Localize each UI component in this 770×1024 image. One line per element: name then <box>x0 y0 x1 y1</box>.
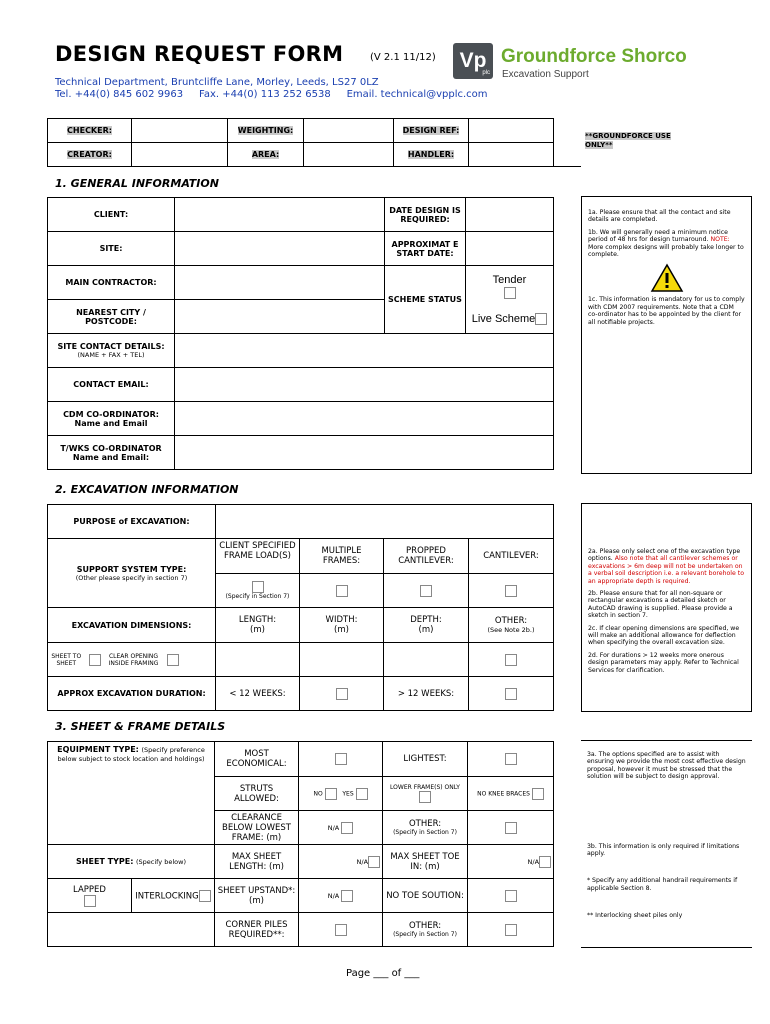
blank-cell <box>48 913 215 947</box>
lightest-cell <box>468 742 554 777</box>
area-field[interactable] <box>304 143 394 167</box>
handler-field[interactable] <box>469 143 554 167</box>
section-1-notes <box>581 196 752 474</box>
section-1-heading: 1. GENERAL INFORMATION <box>55 177 219 190</box>
nearest-city-label: NEAREST CITY / POSTCODE: <box>48 300 175 334</box>
duration-label: APPROX EXCAVATION DURATION: <box>48 677 216 711</box>
brand-subtitle: Excavation Support <box>502 69 589 80</box>
lt12-checkbox[interactable] <box>336 688 348 700</box>
other-equip-cell <box>468 811 554 845</box>
clear-opening-checkbox[interactable] <box>167 654 179 666</box>
other-equip-label: OTHER: (Specify in Section 7) <box>383 811 468 845</box>
weighting-label: WEIGHTING: <box>228 119 304 143</box>
tender-checkbox[interactable] <box>504 287 516 299</box>
multiple-frames-label: MULTIPLE FRAMES: <box>300 539 384 574</box>
upstand-na-checkbox[interactable] <box>341 890 353 902</box>
max-toe-label: MAX SHEET TOE IN: (m) <box>383 845 468 879</box>
design-ref-label: DESIGN REF: <box>394 119 469 143</box>
site-label: SITE: <box>48 232 175 266</box>
multiple-frames-cell <box>300 574 384 608</box>
support-type-label: SUPPORT SYSTEM TYPE: (Other please specify in section 7) <box>48 539 216 608</box>
length-label: LENGTH: (m) <box>216 608 300 643</box>
purpose-field[interactable] <box>216 505 554 539</box>
interlocking-cell: INTERLOCKING <box>132 879 215 913</box>
vp-logo <box>453 43 493 79</box>
checker-field[interactable] <box>132 119 228 143</box>
site-contact-field[interactable] <box>175 334 554 368</box>
creator-field[interactable] <box>132 143 228 167</box>
tender-label: Tender <box>492 274 527 287</box>
sheet-to-sheet-cell <box>85 643 105 677</box>
lightest-label: LIGHTEST: <box>383 742 468 777</box>
contact-line: Tel. +44(0) 845 602 9963 Fax. +44(0) 113 252 6538 Email. technical@vpplc.com <box>55 89 488 100</box>
width-label: WIDTH: (m) <box>300 608 384 643</box>
sheet-frame-table <box>47 741 554 947</box>
sheet-to-sheet-label: SHEET TO SHEET <box>48 643 85 677</box>
checker-label: CHECKER: <box>48 119 132 143</box>
other-dim-cell <box>469 643 554 677</box>
no-toe-label: NO TOE SOUTION: <box>383 879 468 913</box>
gt12-checkbox[interactable] <box>505 688 517 700</box>
struts-yes-checkbox[interactable] <box>356 788 368 800</box>
section-3-heading: 3. SHEET & FRAME DETAILS <box>55 720 226 733</box>
other-label: OTHER: (See Note 2b.) <box>469 608 554 643</box>
general-info-table <box>47 197 554 470</box>
note-1a: 1a. Please ensure that all the contact and site details are completed. <box>588 209 731 224</box>
propped-cell <box>384 574 469 608</box>
clear-opening-label: CLEAR OPENING INSIDE FRAMING <box>105 643 163 677</box>
upstand-label: SHEET UPSTAND*: (m) <box>215 879 299 913</box>
scheme-status-options <box>466 266 554 334</box>
most-economical-label: MOST ECONOMICAL: <box>215 742 299 777</box>
client-field[interactable] <box>175 198 385 232</box>
cdm-label: CDM CO-ORDINATOR: Name and Email <box>48 402 175 436</box>
purpose-label: PURPOSE of EXCAVATION: <box>48 505 216 539</box>
note-2c: 2c. If clear opening dimensions are specified, we will make an additional allowance for deflection when specifying the overall excavation size. <box>588 624 740 647</box>
struts-label: STRUTS ALLOWED: <box>215 777 299 811</box>
most-economical-checkbox[interactable] <box>335 753 347 765</box>
propped-cantilever-checkbox[interactable] <box>420 585 432 597</box>
max-length-na-checkbox[interactable] <box>368 856 380 868</box>
other-sheet-label: OTHER: (Specify in Section 7) <box>383 913 468 947</box>
date-required-label: DATE DESIGN IS REQUIRED: <box>385 198 466 232</box>
contact-block <box>55 77 488 101</box>
note-2b: 2b. Please ensure that for all non-square or rectangular excavations a detailed sketch or AutoCAD drawing is supplied. Please provide a sketch in section 7. <box>588 590 733 620</box>
approx-start-field[interactable] <box>466 232 554 266</box>
no-toe-checkbox[interactable] <box>505 890 517 902</box>
other-sheet-checkbox[interactable] <box>505 924 517 936</box>
note-3b: 3b. This information is only required if limitations apply. <box>587 842 740 858</box>
upstand-cell: N/A <box>299 879 383 913</box>
max-length-label: MAX SHEET LENGTH: (m) <box>215 845 299 879</box>
approx-start-label: APPROXIMAT E START DATE: <box>385 232 466 266</box>
vp-logo-text: Vp <box>459 49 487 72</box>
clearance-na-checkbox[interactable] <box>341 822 353 834</box>
note-3a: 3a. The options specified are to assist with ensuring we provide the most cost effective design proposal, however it must be stressed that the solution will be subject to design approval. <box>587 751 746 781</box>
brand-name: Groundforce Shorco <box>501 46 687 67</box>
lapped-cell: LAPPED <box>48 879 132 913</box>
max-toe-cell: N/A <box>468 845 554 879</box>
nearest-city-field[interactable] <box>175 300 385 334</box>
weighting-field[interactable] <box>304 119 394 143</box>
cantilever-checkbox[interactable] <box>505 585 517 597</box>
client-label: CLIENT: <box>48 198 175 232</box>
note-star: * Specify any additional handrail requirements if applicable Section 8. <box>587 877 738 892</box>
client-frame-cell: (Specify in Section 7) <box>216 574 300 608</box>
sheet-to-sheet-checkbox[interactable] <box>89 654 101 666</box>
gt12-cell <box>469 677 554 711</box>
length-field[interactable] <box>216 643 300 677</box>
width-field[interactable] <box>300 643 384 677</box>
no-knee-cell: NO KNEE BRACES <box>468 777 554 811</box>
scheme-status-label: SCHEME STATUS <box>385 266 466 334</box>
corner-piles-checkbox[interactable] <box>335 924 347 936</box>
contact-email-label: CONTACT EMAIL: <box>48 368 175 402</box>
clearance-label: CLEARANCE BELOW LOWEST FRAME: (m) <box>215 811 299 845</box>
gt12-label: > 12 WEEKS: <box>384 677 469 711</box>
dimensions-label: EXCAVATION DIMENSIONS: <box>48 608 216 643</box>
use-only-label: **GROUNDFORCE USE ONLY** <box>585 132 671 149</box>
form-title: DESIGN REQUEST FORM <box>55 42 344 66</box>
max-length-cell: N/A <box>299 845 383 879</box>
max-toe-na-checkbox[interactable] <box>539 856 551 868</box>
contact-email-field[interactable] <box>175 368 554 402</box>
section-3-notes <box>581 740 752 948</box>
section-2-notes <box>581 503 752 712</box>
handler-label: HANDLER: <box>394 143 469 167</box>
office-use-table <box>47 118 554 167</box>
multiple-frames-checkbox[interactable] <box>336 585 348 597</box>
date-required-field[interactable] <box>466 198 554 232</box>
cantilever-cell <box>469 574 554 608</box>
page-number: Page ___ of ___ <box>346 968 420 979</box>
lt12-cell <box>300 677 384 711</box>
other-sheet-cell <box>468 913 554 947</box>
corner-piles-cell <box>299 913 383 947</box>
interlocking-checkbox[interactable] <box>199 890 211 902</box>
clear-opening-cell <box>163 643 183 677</box>
note-1b: 1b. We will generally need a minimum notice period of 48 hrs for design turnaround. NOTE: More complex designs will probably take longer to complete. <box>588 228 744 259</box>
other-equip-checkbox[interactable] <box>505 822 517 834</box>
twks-field[interactable] <box>175 436 554 470</box>
client-frame-label: CLIENT SPECIFIED FRAME LOAD(S) <box>216 539 300 574</box>
most-economical-cell <box>299 742 383 777</box>
creator-label: CREATOR: <box>48 143 132 167</box>
struts-options: NO YES <box>299 777 383 811</box>
section-2-heading: 2. EXCAVATION INFORMATION <box>55 483 239 496</box>
equipment-type-label: EQUIPMENT TYPE: (Specify preference below subject to stock location and holdings) <box>48 742 215 845</box>
lapped-checkbox[interactable] <box>84 895 96 907</box>
lightest-checkbox[interactable] <box>505 753 517 765</box>
note-double-star: ** Interlocking sheet piles only <box>587 912 683 920</box>
depth-label: DEPTH: (m) <box>384 608 469 643</box>
lower-frames-cell: LOWER FRAME(S) ONLY <box>383 777 468 811</box>
note-1c: 1c. This information is mandatory for us to comply with CDM 2007 requirements. Note that a CDM co-ordinator has to be appointed by the client for all notifiable projects. <box>588 296 745 326</box>
cdm-field[interactable] <box>175 402 554 436</box>
no-knee-checkbox[interactable] <box>532 788 544 800</box>
depth-field[interactable] <box>384 643 469 677</box>
vp-logo-plc: plc <box>482 70 490 76</box>
propped-cantilever-label: PROPPED CANTILEVER: <box>384 539 469 574</box>
lt12-label: < 12 WEEKS: <box>216 677 300 711</box>
twks-label: T/WKS CO-ORDINATOR Name and Email: <box>48 436 175 470</box>
sheet-type-label: SHEET TYPE: (Specify below) <box>48 845 215 879</box>
note-2a: 2a. Please only select one of the excavation type options. Also note that all cantilever schemes or excavations > 6m deep will not be undertaken on a verbal soil description i.e. a relevant borehole to an appropriate depth is required. <box>588 548 744 585</box>
site-contact-label: SITE CONTACT DETAILS: (NAME + FAX + TEL) <box>48 334 175 368</box>
excavation-info-table <box>47 504 554 711</box>
address-line: Technical Department, Bruntcliffe Lane, Morley, Leeds, LS27 0LZ <box>55 77 379 88</box>
area-label: AREA: <box>228 143 304 167</box>
lower-frames-checkbox[interactable] <box>419 791 431 803</box>
live-scheme-checkbox[interactable] <box>535 313 547 325</box>
live-scheme-label: Live Scheme <box>471 312 536 325</box>
client-frame-checkbox[interactable] <box>252 581 264 593</box>
other-dim-checkbox[interactable] <box>505 654 517 666</box>
struts-no-checkbox[interactable] <box>325 788 337 800</box>
main-contractor-field[interactable] <box>175 266 385 300</box>
clearance-cell: N/A <box>299 811 383 845</box>
cantilever-label: CANTILEVER: <box>469 539 554 574</box>
design-ref-field[interactable] <box>469 119 554 143</box>
no-toe-cell <box>468 879 554 913</box>
note-2d: 2d. For durations > 12 weeks more onerous design parameters may apply. Refer to Technical Services for clarification. <box>588 651 739 674</box>
form-version: (V 2.1 11/12) <box>370 52 436 63</box>
corner-piles-label: CORNER PILES REQUIRED**: <box>215 913 299 947</box>
main-contractor-label: MAIN CONTRACTOR: <box>48 266 175 300</box>
warning-icon <box>650 263 684 293</box>
site-field[interactable] <box>175 232 385 266</box>
